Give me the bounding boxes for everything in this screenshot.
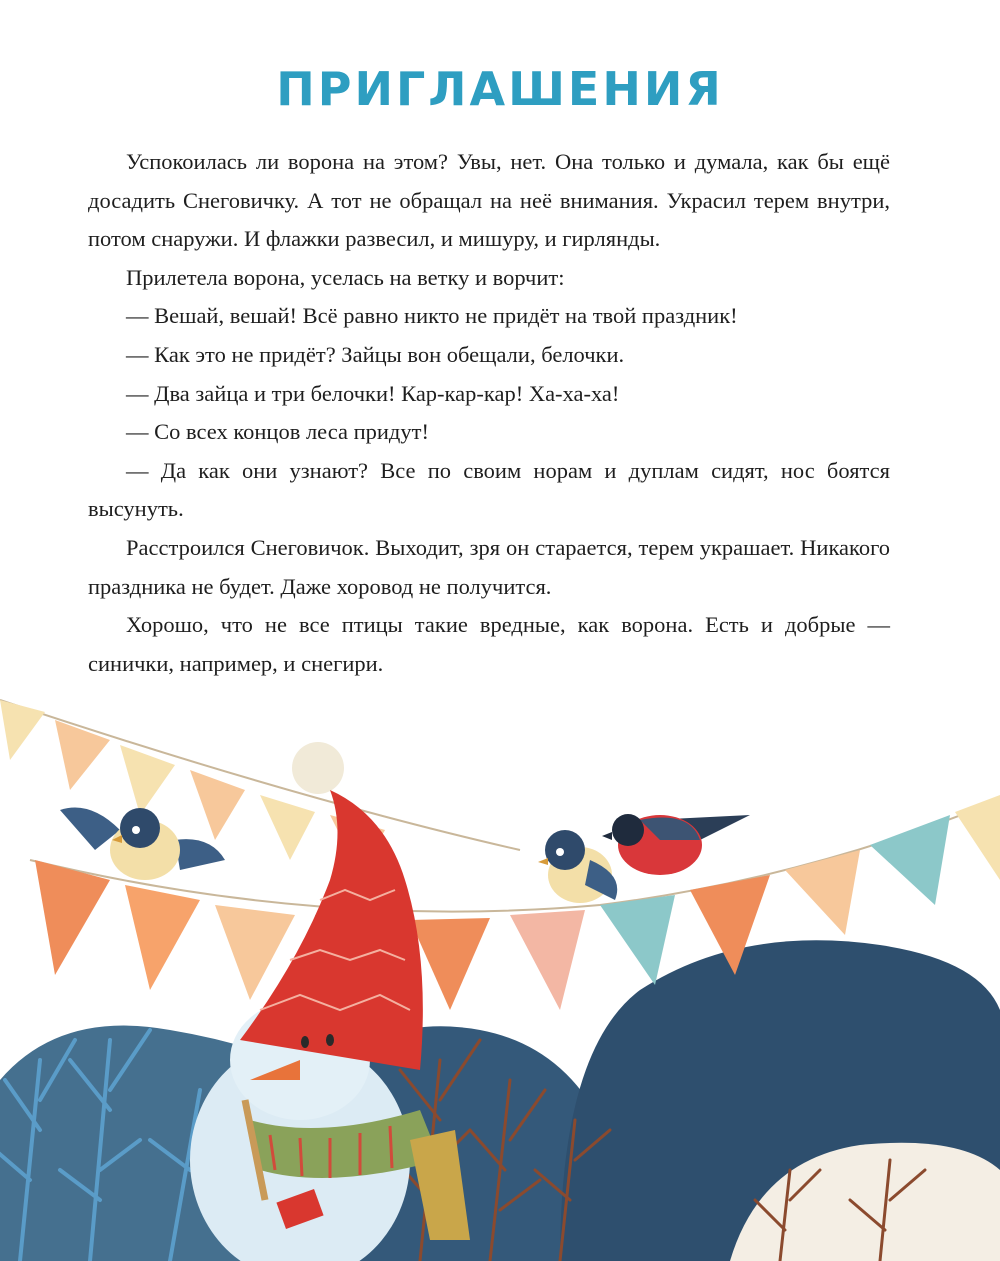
paragraph: Хорошо, что не все птицы такие вредные, как ворона. Есть и добрые — синички, например, и снегири. — [88, 612, 890, 676]
paragraph: Прилетела ворона, уселась на ветку и ворчит: — [126, 264, 565, 290]
snowman — [190, 790, 470, 1261]
paragraph: Успокоилась ли ворона на этом? Увы, нет. Она только и думала, как бы ещё досадить Снеговичку. А тот не обращал на неё внимания. Украсил терем внутри, потом снаружи. И флажки развесил, и мишуру, и гирлянды. — [88, 149, 890, 252]
page-title: ПРИГЛАШЕНИЯ — [276, 62, 724, 116]
bluetit-left — [60, 808, 225, 881]
winter-illustration — [0, 670, 1000, 1261]
dialogue-line: — Со всех концов леса придут! — [126, 419, 429, 445]
dialogue-line: — Да как они узнают? Все по своим норам и дуплам сидят, нос боятся высунуть. — [88, 457, 890, 522]
paragraph: Расстроился Снеговичок. Выходит, зря он старается, терем украшает. Никакого праздника не будет. Даже хоровод не получится. — [88, 534, 890, 599]
dialogue-line: — Два зайца и три белочки! Кар-кар-кар! Ха-ха-ха! — [126, 380, 620, 406]
dialogue-line: — Вешай, вешай! Всё равно никто не придёт на твой праздник! — [126, 303, 738, 329]
bluetit-right — [538, 830, 617, 903]
hat-pompom — [292, 742, 344, 794]
story-text — [88, 143, 890, 683]
dialogue-line: — Как это не придёт? Зайцы вон обещали, белочки. — [126, 341, 625, 367]
bullfinch — [602, 814, 750, 875]
